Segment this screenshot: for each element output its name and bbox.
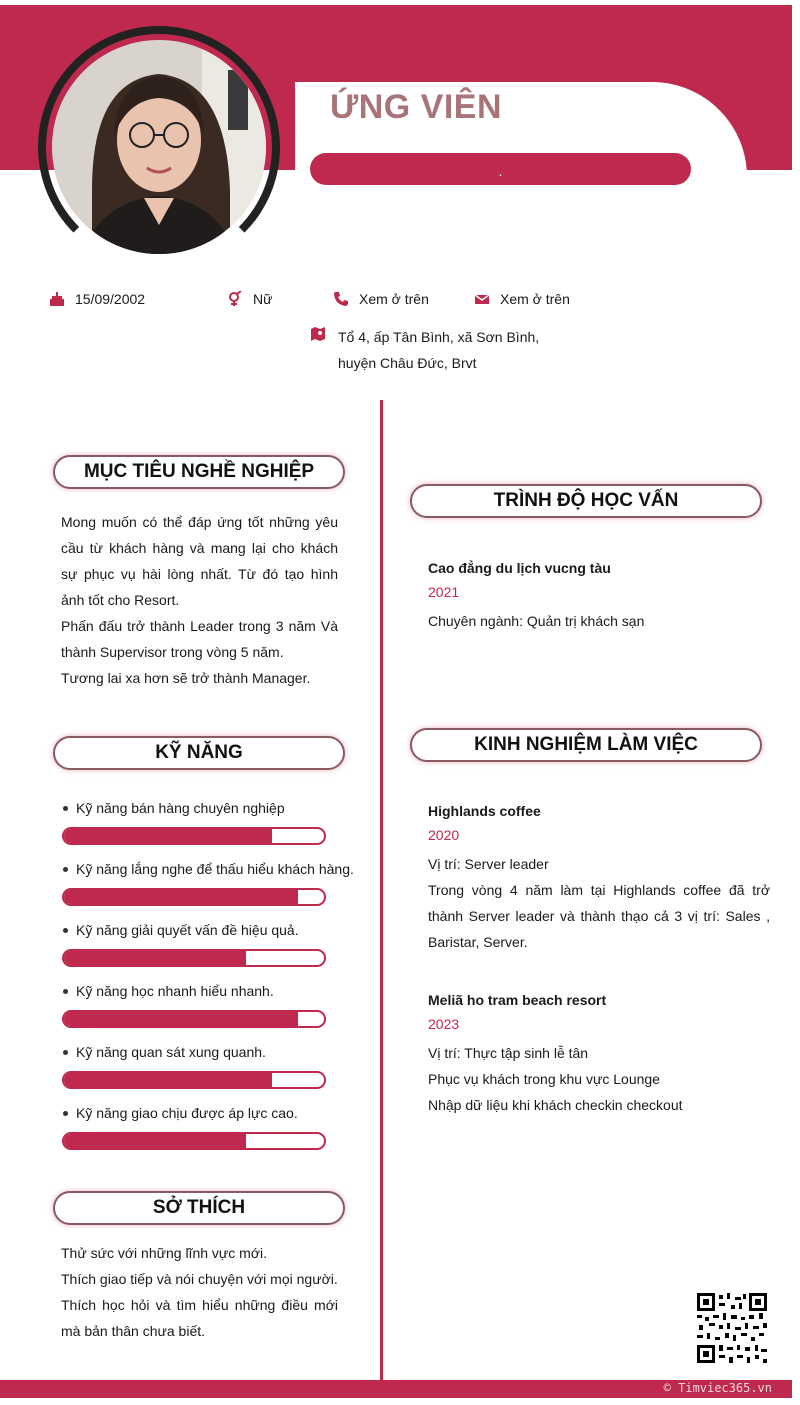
skill-bar-fill [64, 1012, 298, 1026]
gender-icon [227, 291, 243, 307]
skill-bar-fill [64, 829, 272, 843]
experience-entry [428, 990, 770, 1118]
hobby-line-2: Thích giao tiếp và nói chuyện với mọi người. [61, 1271, 338, 1287]
objective-paragraph-2: Phấn đấu trở thành Leader trong 3 năm Và thành Supervisor trong vòng 5 năm. [61, 618, 338, 660]
skill-bar [62, 1132, 326, 1150]
experience-entry [428, 801, 770, 955]
skill-label: Kỹ năng quan sát xung quanh. [76, 1044, 266, 1060]
school-name: Cao đẳng du lịch vucng tàu [428, 560, 611, 576]
bullet-icon [63, 1111, 68, 1116]
bullet-icon [63, 867, 68, 872]
bullet-icon [63, 989, 68, 994]
hobby-line-1: Thử sức với những lĩnh vực mới. [61, 1245, 268, 1261]
experience-year: 2023 [428, 1016, 460, 1032]
skill-item [62, 1042, 362, 1089]
address-icon-wrap [310, 326, 336, 342]
skill-bar-fill [64, 1073, 272, 1087]
hobbies-heading: SỞ THÍCH [53, 1191, 345, 1225]
education-heading: TRÌNH ĐỘ HỌC VẤN [410, 484, 762, 518]
skill-item [62, 798, 362, 845]
mail-icon [474, 291, 490, 307]
map-marker-icon [310, 326, 326, 342]
skill-label: Kỹ năng lắng nghe để thấu hiểu khách hàng. [76, 861, 354, 877]
experience-line: Phục vụ khách trong khu vực Lounge [428, 1071, 660, 1087]
bullet-icon [63, 928, 68, 933]
birthday-value: 15/09/2002 [75, 291, 146, 307]
education-entry [428, 558, 770, 634]
candidate-name: ỨNG VIÊN [330, 88, 503, 126]
objective-text [61, 509, 338, 691]
avatar [52, 40, 266, 254]
experience-line: Nhập dữ liệu khi khách checkin checkout [428, 1097, 683, 1113]
experience-line: Vị trí: Thực tập sinh lễ tân [428, 1045, 589, 1061]
company-name: Meliã ho tram beach resort [428, 992, 607, 1008]
skill-item [62, 859, 362, 906]
bullet-icon [63, 806, 68, 811]
email-value: Xem ở trên [500, 291, 570, 307]
education-major: Chuyên ngành: Quản trị khách sạn [428, 613, 645, 629]
skill-bar [62, 1010, 326, 1028]
skill-bar [62, 949, 326, 967]
skill-bar [62, 888, 326, 906]
birthday-info [49, 291, 145, 307]
skill-bar-fill [64, 951, 246, 965]
skill-label: Kỹ năng học nhanh hiểu nhanh. [76, 983, 274, 999]
skill-label: Kỹ năng giải quyết vấn đề hiệu quả. [76, 922, 299, 938]
skills-heading: KỸ NĂNG [53, 736, 345, 770]
column-divider [380, 400, 383, 1380]
company-name: Highlands coffee [428, 803, 541, 819]
address [338, 324, 539, 376]
email-info [474, 291, 570, 307]
education-year: 2021 [428, 584, 460, 600]
experience-heading: KINH NGHIỆM LÀM VIỆC [410, 728, 762, 762]
birthday-cake-icon [49, 291, 65, 307]
skill-label: Kỹ năng bán hàng chuyên nghiệp [76, 800, 285, 816]
skill-item [62, 1103, 362, 1150]
phone-value: Xem ở trên [359, 291, 429, 307]
hobby-line-3: Thích học hỏi và tìm hiểu những điều mới mà bản thân chưa biết. [61, 1297, 338, 1339]
experience-year: 2020 [428, 827, 460, 843]
skill-item [62, 981, 362, 1028]
phone-info [333, 291, 429, 307]
skill-item [62, 920, 362, 967]
skill-bar-fill [64, 1134, 246, 1148]
hobbies-text [61, 1240, 338, 1344]
qr-code-icon [697, 1293, 767, 1363]
address-line-1: Tổ 4, ấp Tân Bình, xã Sơn Bình, [338, 329, 540, 345]
experience-description [428, 851, 770, 955]
experience-description [428, 1040, 770, 1118]
gender-value: Nữ [253, 291, 273, 307]
skill-label: Kỹ năng giao chịu được áp lực cao. [76, 1105, 298, 1121]
phone-icon [333, 291, 349, 307]
experience-line: Trong vòng 4 năm làm tại Highlands coffee đã trở thành Server leader và thành thạo cả 3 vị trí: Sales , Baristar, Server. [428, 882, 770, 950]
candidate-position: . [310, 153, 691, 185]
objective-heading: MỤC TIÊU NGHỀ NGHIỆP [53, 455, 345, 489]
skill-bar [62, 827, 326, 845]
skill-bar-fill [64, 890, 298, 904]
bullet-icon [63, 1050, 68, 1055]
objective-paragraph-1: Mong muốn có thể đáp ứng tốt những yêu cầu từ khách hàng và mang lại cho khách sự phục vụ hài lòng nhất. Từ đó tạo hình ảnh tốt cho Resort. [61, 514, 338, 608]
experience-line: Vị trí: Server leader [428, 856, 549, 872]
skill-bar [62, 1071, 326, 1089]
address-line-2: huyện Châu Đức, Brvt [338, 355, 477, 371]
gender-info [227, 291, 272, 307]
objective-paragraph-3: Tương lai xa hơn sẽ trở thành Manager. [61, 670, 311, 686]
copyright: © Timviec365.vn [663, 1381, 772, 1395]
